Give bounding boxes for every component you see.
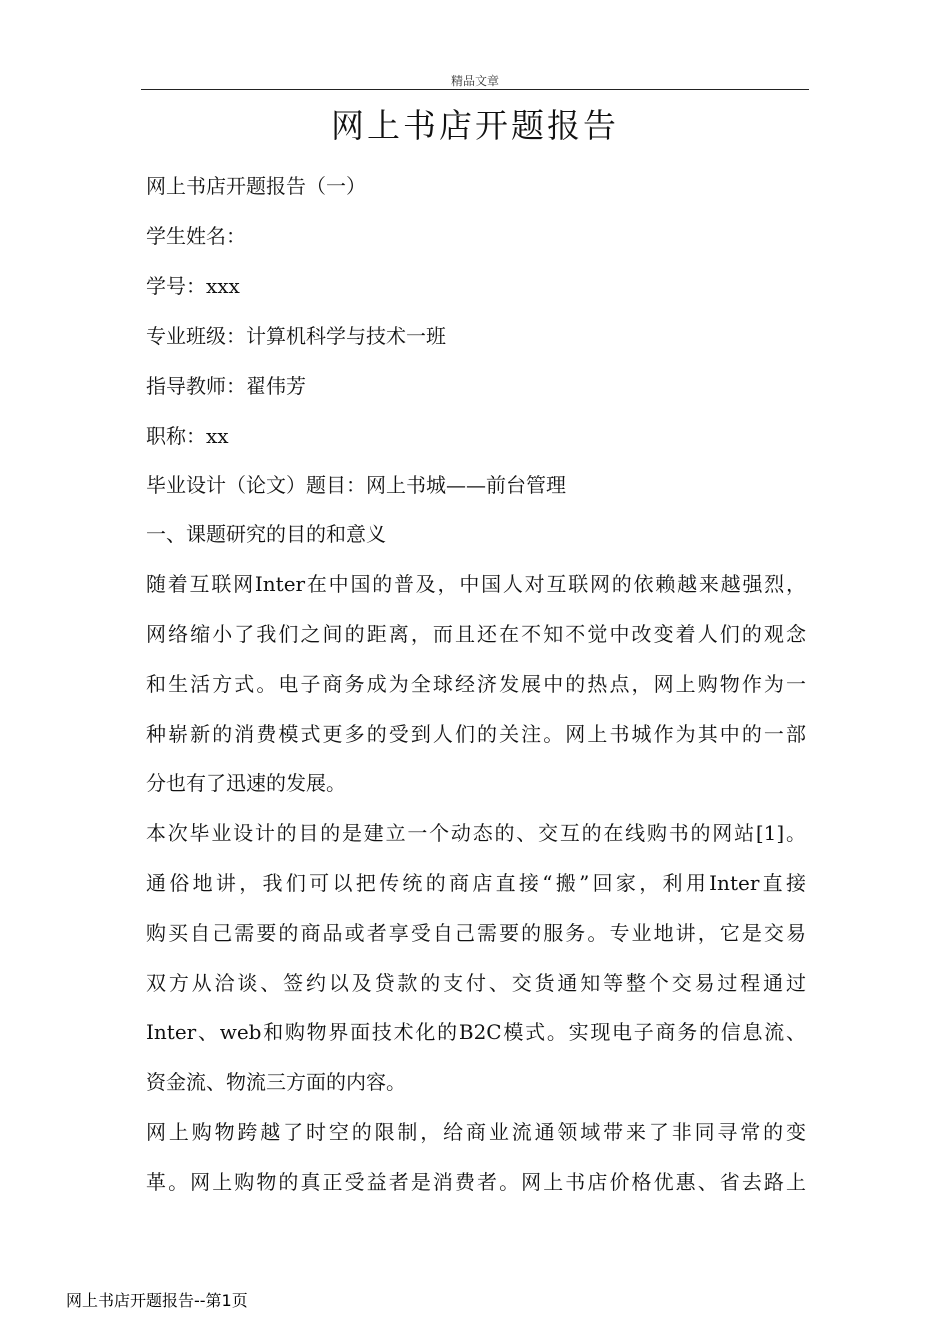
body-line: 种崭新的消费模式更多的受到人们的关注。网上书城作为其中的一部 — [146, 722, 806, 746]
header-divider — [141, 89, 809, 90]
major-class-field: 专业班级：计算机科学与技术一班 — [146, 324, 446, 348]
body-line: 通俗地讲，我们可以把传统的商店直接“搬”回家，利用Inter直接 — [146, 871, 806, 895]
student-name-field: 学生姓名： — [146, 224, 246, 248]
advisor-field: 指导教师：翟伟芳 — [146, 374, 306, 398]
page-footer-label: 网上书店开题报告--第1页 — [66, 1291, 248, 1310]
page-header-label: 精品文章 — [450, 74, 499, 88]
body-line: 分也有了迅速的发展。 — [146, 771, 346, 795]
body-line: 网络缩小了我们之间的距离，而且还在不知不觉中改变着人们的观念 — [146, 622, 806, 646]
section-heading: 一、课题研究的目的和意义 — [146, 522, 386, 546]
body-line: 革。网上购物的真正受益者是消费者。网上书店价格优惠、省去路上 — [146, 1170, 806, 1194]
body-line: 资金流、物流三方面的内容。 — [146, 1070, 406, 1094]
body-line: Inter、web和购物界面技术化的B2C模式。实现电子商务的信息流、 — [146, 1020, 806, 1044]
body-line: 网上购物跨越了时空的限制，给商业流通领域带来了非同寻常的变 — [146, 1120, 806, 1144]
student-id-field: 学号：xxx — [146, 274, 240, 298]
body-line: 本次毕业设计的目的是建立一个动态的、交互的在线购书的网站[1]。 — [146, 821, 806, 845]
body-line: 双方从洽谈、签约以及贷款的支付、交货通知等整个交易过程通过 — [146, 971, 806, 995]
document-title: 网上书店开题报告 — [331, 106, 619, 145]
report-subtitle: 网上书店开题报告（一） — [146, 174, 366, 198]
thesis-topic-field: 毕业设计（论文）题目：网上书城——前台管理 — [146, 473, 566, 497]
title-rank-field: 职称：xx — [146, 424, 229, 448]
body-line: 和生活方式。电子商务成为全球经济发展中的热点，网上购物作为一 — [146, 672, 806, 696]
body-line: 随着互联网Inter在中国的普及，中国人对互联网的依赖越来越强烈， — [146, 572, 806, 596]
body-line: 购买自己需要的商品或者享受自己需要的服务。专业地讲，它是交易 — [146, 921, 806, 945]
